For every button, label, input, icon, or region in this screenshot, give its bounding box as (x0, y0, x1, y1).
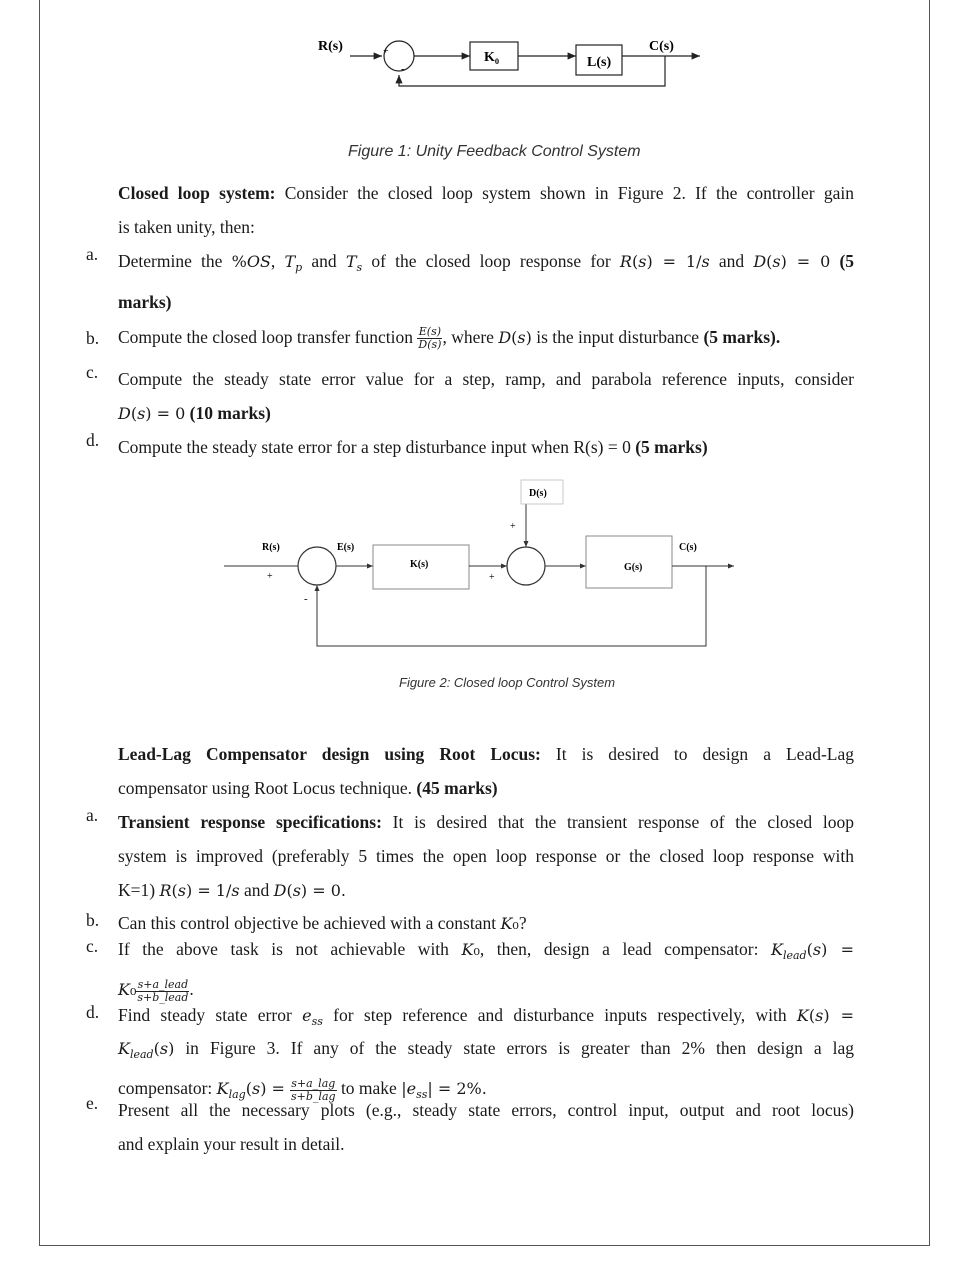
closed-loop-heading: Closed loop system: (118, 183, 276, 203)
item-label: c. (86, 362, 99, 382)
ll-a-l1: It is desired that the transient response of the closed loop (381, 812, 854, 832)
item-label: b. (86, 910, 100, 930)
item-label: a. (86, 244, 99, 264)
closed-loop-intro (118, 176, 854, 210)
lead-lag-intro (118, 737, 854, 771)
f2-plus-sign-d: + (510, 521, 516, 532)
lead-lag-intro-line2: compensator using Root Locus technique. (45 marks) (118, 778, 498, 798)
f2-summing-junction-1 (298, 547, 336, 585)
f2-controller-label: K(s) (410, 559, 429, 570)
f1-gain-label: K₀ (484, 50, 500, 65)
f2-output-label: C(s) (679, 542, 697, 553)
f1-plant-label: L(s) (587, 55, 612, 70)
item-label: b. (86, 328, 100, 348)
item-b-fraction: $\frac{E(s)}{D(s)}$ (418, 325, 442, 352)
lead-lag-heading: Lead-Lag Compensator design using Root Locus: (118, 744, 541, 764)
closed-loop-intro-text: Consider the closed loop system shown in Figure 2. If the controller gain (275, 183, 854, 203)
f2-error-label: E(s) (337, 542, 355, 553)
f2-summing-junction-2 (507, 547, 545, 585)
lead-lag-marks: (45 marks) (416, 778, 498, 798)
item-c-marks: (10 marks) (189, 403, 271, 423)
ll-c-fraction: $\frac{\text{s+a\_lead}}{\text{s+b\_lead}}$ (137, 977, 189, 1004)
item-label: e. (86, 1093, 99, 1113)
f1-input-label: R(s) (318, 39, 343, 54)
item-label: a. (86, 805, 99, 825)
ll-a-heading: Transient response specifications: (118, 812, 382, 832)
lead-lag-intro-text: It is desired to design a Lead-Lag (540, 744, 855, 764)
figure-2-block-diagram (220, 478, 750, 658)
f2-plant-label: G(s) (624, 562, 643, 573)
f2-disturbance-label: D(s) (529, 488, 547, 499)
f2-minus-sign: - (304, 593, 308, 605)
figure-2-caption: Figure 2: Closed loop Control System (399, 675, 616, 690)
ll-a-l2: system is improved (preferably 5 times the open loop response or the closed loop response with (118, 846, 854, 866)
item-a-l1: Determine the %OS, $T_p$ and $T_s$ of the closed loop response for R(s) = 1/s and D(s) = 0 (5 (118, 251, 855, 275)
figure-1-block-diagram (300, 30, 720, 120)
item-c-l1: Compute the steady state error value for a step, ramp, and parabola reference inputs, consider (118, 369, 854, 389)
closed-loop-intro-line2: is taken unity, then: (118, 217, 255, 237)
f2-plus-sign-k: + (489, 572, 495, 583)
f1-minus-sign: - (401, 63, 405, 75)
ll-e-l2: and explain your result in detail. (118, 1134, 345, 1154)
f1-plus-sign: + (383, 46, 389, 57)
item-a-text (118, 244, 854, 285)
f2-plus-sign-r: + (267, 571, 273, 582)
f1-output-label: C(s) (649, 39, 674, 54)
item-b-text-a: Compute the closed loop transfer function (118, 327, 413, 347)
item-d-l1: Compute the steady state error for a step disturbance input when R(s) = 0 (118, 437, 631, 457)
item-label: d. (86, 1002, 100, 1022)
f2-input-label: R(s) (262, 542, 280, 553)
ll-e-l1: Present all the necessary plots (e.g., steady state errors, control input, output and root locus) (118, 1100, 854, 1120)
item-b-marks: (5 marks). (703, 327, 781, 347)
item-label: c. (86, 936, 99, 956)
figure-1-caption: Figure 1: Unity Feedback Control System (348, 143, 641, 160)
ll-d-fraction: $\frac{\text{s+a\_lag}}{\text{s+b\_lag}}$ (291, 1076, 336, 1103)
item-d-marks: (5 marks) (635, 437, 708, 457)
f1-feedback-path (399, 56, 665, 86)
item-label: d. (86, 430, 100, 450)
